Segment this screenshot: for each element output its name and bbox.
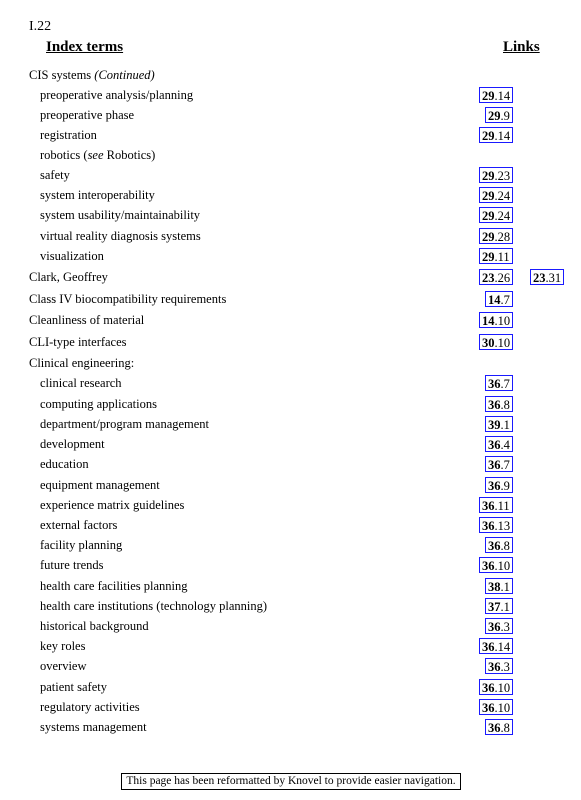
index-term bbox=[40, 678, 107, 696]
link-chapter: 36 bbox=[482, 681, 495, 695]
link-chapter: 39 bbox=[488, 418, 501, 432]
link-page: .8 bbox=[500, 398, 510, 412]
link-chapter: 36 bbox=[482, 519, 495, 533]
index-term bbox=[40, 536, 122, 554]
index-term-text: experience matrix guidelines bbox=[40, 498, 185, 512]
link-chapter: 29 bbox=[482, 129, 495, 143]
page-link[interactable] bbox=[479, 557, 513, 573]
index-term-text: historical background bbox=[40, 619, 149, 633]
index-term-text: system interoperability bbox=[40, 188, 155, 202]
page-link[interactable] bbox=[479, 269, 513, 285]
link-page: .9 bbox=[500, 109, 510, 123]
link-chapter: 36 bbox=[488, 398, 501, 412]
index-term-text: CLI-type interfaces bbox=[29, 335, 127, 349]
link-page: .10 bbox=[494, 681, 511, 695]
index-term bbox=[40, 617, 149, 635]
link-chapter: 36 bbox=[482, 701, 495, 715]
page-link[interactable] bbox=[479, 248, 513, 264]
link-chapter: 14 bbox=[482, 314, 495, 328]
knovel-footer-note: This page has been reformatted by Knovel to provide easier navigation. bbox=[121, 773, 461, 790]
link-chapter: 30 bbox=[482, 336, 495, 350]
link-page: .4 bbox=[500, 438, 510, 452]
index-term bbox=[40, 435, 105, 453]
page-link[interactable] bbox=[479, 679, 513, 695]
link-chapter: 36 bbox=[488, 660, 501, 674]
index-term-text: future trends bbox=[40, 558, 104, 572]
link-page: .26 bbox=[494, 271, 511, 285]
link-page: .7 bbox=[500, 377, 510, 391]
index-term bbox=[29, 354, 134, 372]
see-reference: see bbox=[87, 148, 104, 162]
link-page: .11 bbox=[494, 250, 510, 264]
index-term bbox=[40, 206, 200, 224]
link-chapter: 36 bbox=[488, 479, 501, 493]
index-term-text: facility planning bbox=[40, 538, 123, 552]
link-page: .24 bbox=[494, 209, 511, 223]
link-page: .23 bbox=[494, 169, 511, 183]
link-page: .10 bbox=[494, 559, 511, 573]
link-chapter: 29 bbox=[482, 89, 495, 103]
page-link[interactable] bbox=[485, 658, 513, 674]
page-link[interactable] bbox=[530, 269, 564, 285]
link-chapter: 29 bbox=[482, 169, 495, 183]
link-page: .10 bbox=[494, 701, 511, 715]
page-link[interactable] bbox=[485, 396, 513, 412]
page-link[interactable] bbox=[485, 456, 513, 472]
page-link[interactable] bbox=[485, 537, 513, 553]
index-term-text: virtual reality diagnosis systems bbox=[40, 229, 201, 243]
index-term bbox=[40, 698, 140, 716]
link-chapter: 38 bbox=[488, 580, 501, 594]
link-page: .9 bbox=[500, 479, 510, 493]
index-term-text: registration bbox=[40, 128, 97, 142]
index-term-text: development bbox=[40, 437, 105, 451]
index-term-text: system usability/maintainability bbox=[40, 208, 201, 222]
continued-note: (Continued) bbox=[94, 68, 155, 82]
link-page: .14 bbox=[494, 129, 511, 143]
index-term-text-after: Robotics) bbox=[103, 148, 156, 162]
page-link[interactable] bbox=[485, 719, 513, 735]
index-term-text: Class IV biocompatibility requirements bbox=[29, 292, 227, 306]
index-term bbox=[40, 374, 122, 392]
link-page: .14 bbox=[494, 640, 511, 654]
link-chapter: 36 bbox=[482, 559, 495, 573]
index-term-text: Clinical engineering: bbox=[29, 356, 135, 370]
page-link[interactable] bbox=[479, 312, 513, 328]
link-page: .13 bbox=[494, 519, 511, 533]
link-chapter: 29 bbox=[482, 209, 495, 223]
page-link[interactable] bbox=[479, 167, 513, 183]
index-term bbox=[40, 577, 188, 595]
index-term bbox=[40, 597, 267, 615]
page-link[interactable] bbox=[485, 107, 513, 123]
index-term bbox=[40, 476, 160, 494]
index-term bbox=[40, 247, 104, 265]
page-link[interactable] bbox=[479, 87, 513, 103]
link-chapter: 29 bbox=[482, 189, 495, 203]
index-term bbox=[40, 106, 134, 124]
link-page: .1 bbox=[500, 600, 510, 614]
link-page: .1 bbox=[500, 418, 510, 432]
index-term-text: visualization bbox=[40, 249, 104, 263]
link-page: .8 bbox=[500, 539, 510, 553]
index-term-text: health care facilities planning bbox=[40, 579, 188, 593]
index-term-text: patient safety bbox=[40, 680, 107, 694]
index-term-text: health care institutions (technology planning) bbox=[40, 599, 268, 613]
page-link[interactable] bbox=[479, 334, 513, 350]
page-link[interactable] bbox=[485, 375, 513, 391]
link-page: .24 bbox=[494, 189, 511, 203]
index-term bbox=[40, 227, 201, 245]
index-term bbox=[40, 496, 184, 514]
link-page: .7 bbox=[500, 293, 510, 307]
index-term bbox=[40, 166, 70, 184]
index-terms-heading: Index terms bbox=[46, 39, 124, 55]
index-term-text: key roles bbox=[40, 639, 86, 653]
link-chapter: 37 bbox=[488, 600, 501, 614]
index-term-text: education bbox=[40, 457, 89, 471]
page-link[interactable] bbox=[479, 497, 513, 513]
links-heading: Links bbox=[503, 39, 540, 55]
index-term-text: Cleanliness of material bbox=[29, 313, 145, 327]
link-chapter: 36 bbox=[488, 539, 501, 553]
page-link[interactable] bbox=[485, 436, 513, 452]
page-link[interactable] bbox=[485, 578, 513, 594]
index-term bbox=[40, 556, 104, 574]
link-chapter: 36 bbox=[482, 499, 495, 513]
index-term-text: clinical research bbox=[40, 376, 122, 390]
link-page: .8 bbox=[500, 721, 510, 735]
link-chapter: 29 bbox=[482, 250, 495, 264]
page-link[interactable] bbox=[485, 598, 513, 614]
index-term bbox=[40, 146, 155, 164]
index-term bbox=[40, 657, 87, 675]
page-link[interactable] bbox=[485, 416, 513, 432]
link-page: .3 bbox=[500, 620, 510, 634]
index-term bbox=[40, 516, 117, 534]
index-term bbox=[40, 395, 157, 413]
page-link[interactable] bbox=[479, 638, 513, 654]
index-term-text: safety bbox=[40, 168, 70, 182]
link-chapter: 36 bbox=[488, 620, 501, 634]
index-term bbox=[29, 268, 108, 286]
index-term bbox=[40, 415, 209, 433]
link-chapter: 29 bbox=[488, 109, 501, 123]
link-page: .1 bbox=[500, 580, 510, 594]
link-page: .31 bbox=[545, 271, 562, 285]
page-link[interactable] bbox=[485, 477, 513, 493]
index-term-text: department/program management bbox=[40, 417, 210, 431]
index-term bbox=[40, 637, 85, 655]
index-term bbox=[40, 186, 155, 204]
index-term-text: computing applications bbox=[40, 397, 157, 411]
index-term-text: CIS systems bbox=[29, 68, 92, 82]
link-chapter: 36 bbox=[488, 438, 501, 452]
index-term-text: Clark, Geoffrey bbox=[29, 270, 108, 284]
link-page: .10 bbox=[494, 314, 511, 328]
index-term-text: regulatory activities bbox=[40, 700, 140, 714]
index-term bbox=[29, 66, 155, 84]
link-page: .11 bbox=[494, 499, 510, 513]
index-term bbox=[29, 311, 144, 329]
index-term-text: equipment management bbox=[40, 478, 160, 492]
link-chapter: 29 bbox=[482, 230, 495, 244]
link-chapter: 23 bbox=[533, 271, 546, 285]
index-term bbox=[40, 455, 89, 473]
index-term-text: preoperative analysis/planning bbox=[40, 88, 194, 102]
index-term bbox=[29, 333, 127, 351]
index-term-text: robotics ( bbox=[40, 148, 88, 162]
page-link[interactable] bbox=[485, 618, 513, 634]
page-link[interactable] bbox=[479, 187, 513, 203]
index-term-text: overview bbox=[40, 659, 87, 673]
link-page: .28 bbox=[494, 230, 511, 244]
link-page: .10 bbox=[494, 336, 511, 350]
page-link[interactable] bbox=[479, 517, 513, 533]
page-number: I.22 bbox=[29, 19, 52, 34]
link-chapter: 23 bbox=[482, 271, 495, 285]
link-chapter: 36 bbox=[482, 640, 495, 654]
link-page: .14 bbox=[494, 89, 511, 103]
link-chapter: 14 bbox=[488, 293, 501, 307]
page-link[interactable] bbox=[479, 127, 513, 143]
page-link[interactable] bbox=[485, 291, 513, 307]
index-term bbox=[40, 86, 193, 104]
link-page: .7 bbox=[500, 458, 510, 472]
page-link[interactable] bbox=[479, 228, 513, 244]
index-term bbox=[40, 126, 97, 144]
index-term-text: preoperative phase bbox=[40, 108, 135, 122]
index-term-text: external factors bbox=[40, 518, 118, 532]
link-chapter: 36 bbox=[488, 721, 501, 735]
page-link[interactable] bbox=[479, 699, 513, 715]
index-term bbox=[40, 718, 147, 736]
index-term-text: systems management bbox=[40, 720, 147, 734]
page-link[interactable] bbox=[479, 207, 513, 223]
link-chapter: 36 bbox=[488, 377, 501, 391]
index-term bbox=[29, 290, 226, 308]
link-chapter: 36 bbox=[488, 458, 501, 472]
link-page: .3 bbox=[500, 660, 510, 674]
